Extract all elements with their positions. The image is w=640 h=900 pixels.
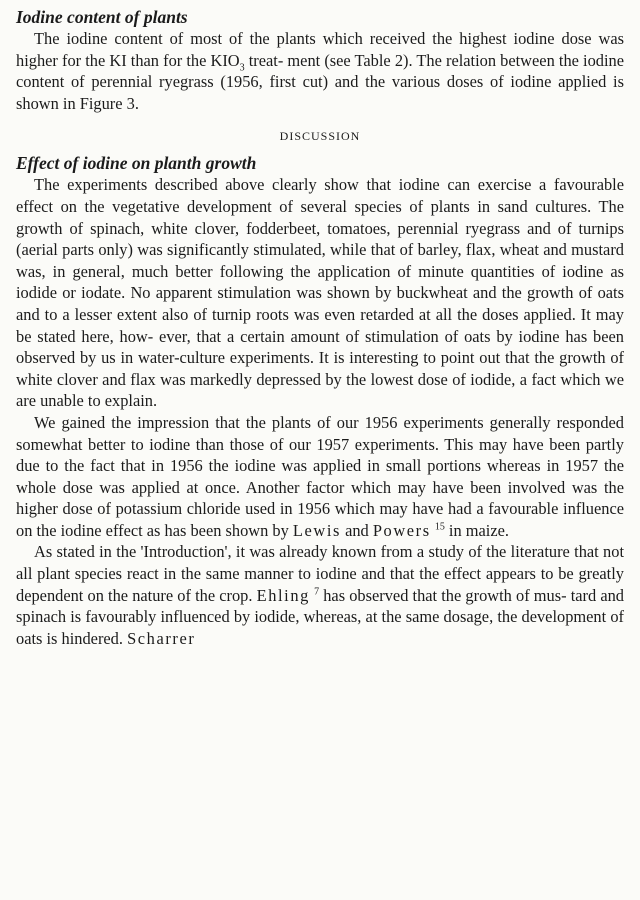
text: As stated in the 'Introduction', it was already known from a study of the literature that not all plant species react in the same manner to iodine and that the effect appears to be greatly dependent on the nature of the crop.: [16, 542, 624, 605]
author-name: Scharrer: [127, 628, 196, 648]
text: The iodine content of most of the plants which received the highest iodine dose was higher for the KI than for the KIO: [16, 29, 624, 70]
text: We gained the impression that the plants of our 1956 experiments generally responded somewhat better to iodine than those of our 1957 experiments. This may have been partly due to the fact that in 1956 the iodine was applied in small portions whereas in 1957 the whole dose was applied at once. Another factor which may have been involved was the higher dose of potassium chloride used in 1956 which may have had a favourable influence on the iodine effect as has been shown by: [16, 412, 624, 540]
section-heading-iodine-content: Iodine content of plants: [16, 7, 188, 27]
subscript: 3: [239, 61, 245, 73]
section-title-discussion: DISCUSSION: [279, 129, 361, 144]
author-name: Lewis: [292, 520, 341, 540]
reference-number: 7: [314, 586, 320, 598]
paragraph-discussion-2: [16, 412, 624, 542]
paragraph-discussion-3: [16, 541, 624, 649]
paragraph-iodine-content: [16, 28, 624, 114]
author-name: Ehling: [256, 585, 310, 605]
author-name: Powers: [372, 520, 431, 540]
text: treat- ment (see Table 2). The relation between the iodine content of perennial ryegrass (1956, first cut) and the various doses of iodine applied is shown in Figure 3.: [16, 50, 624, 113]
paragraph-discussion-1: The experiments described above clearly show that iodine can exercise a favourable effect on the vegetative development of several species of plants in sand cultures. The growth of spinach, white clover, fodderbeet, tomatoes, perennial ryegrass and of turnips (aerial parts only) was significantly stimulated, while that of barley, flax, wheat and mustard was, in general, much better following the application of minute quantities of iodine as iodide or iodate. No apparent stimulation was shown by buckwheat and the growth of oats and to a lesser extent also of turnip roots was even retarded at all the doses applied. It may be stated here, how- ever, that a certain amount of stimulation of oats by iodine has been observed by us in water-culture experiments. It is interesting to point out that the growth of white clover and flax was markedly depressed by the lowest dose of iodide, a fact which we are unable to explain.: [16, 175, 624, 411]
reference-number: 15: [434, 521, 445, 533]
text: and: [340, 520, 373, 540]
section-heading-effect: Effect of iodine on planth growth: [16, 153, 257, 174]
text: in maize.: [444, 520, 509, 540]
text: has observed that the growth of mus- tard and spinach is favourably influenced by iodide, whereas, at the same dosage, the development of oats is hindered.: [16, 585, 625, 648]
